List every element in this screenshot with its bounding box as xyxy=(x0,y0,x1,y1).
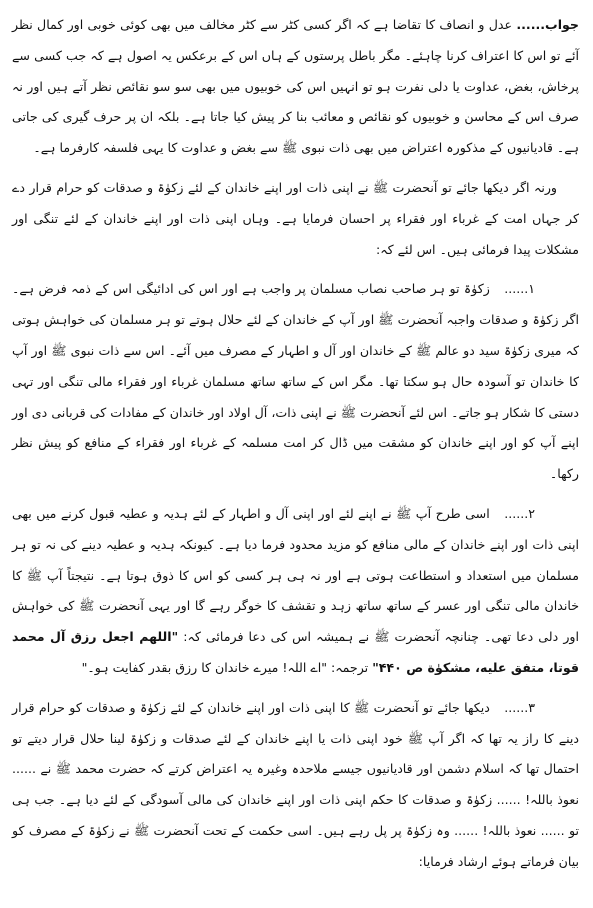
point-three-text: دیکھا جائے تو آنحضرت ﷺ کا اپنی ذات اور اپنے خاندان کے لئے زکوٰۃ و صدقات کو حرام قرار دینے کا راز یہ تھا کہ اگر آپ ﷺ خود اپنی ذات یا اپنے خاندان کے لئے صدقات و زکوٰۃ لینا حلال قرار دیتے تو احتمال تھا کہ اسلام دشمن اور قادیانیوں جیسے ملاحدہ وغیرہ یہ اعتراض کرتے کہ حضرت محمد ﷺ نے ...... نعوذ باللہ! ...... زکوٰۃ و صدقات کا حکم اپنی ذات اور اپنے خاندان کی مالی آسودگی کے لئے دیا ہے۔ جب ہی تو ...... نعوذ باللہ! ...... وہ زکوٰۃ پر پل رہے ہیں۔ اسی حکمت کے تحت آنحضرت ﷺ نے زکوٰۃ کے مصرف کو بیان فرماتے ہوئے ارشاد فرمایا: xyxy=(12,699,579,869)
intro-text: ورنہ اگر دیکھا جائے تو آنحضرت ﷺ نے اپنی ذات اور اپنے خاندان کے لئے زکوٰۃ و صدقات کو حرام قرار دے کر جہاں امت کے غرباء اور فقراء پر احسان فرمایا ہے۔ وہاں اپنی ذات اور اپنے خاندان کے لئے تنگی اور مشکلات پیدا فرمائی ہیں۔ اس لئے کہ: xyxy=(12,179,579,257)
point-two-number: ۲...... xyxy=(504,505,535,521)
point-one-number: ۱...... xyxy=(504,281,535,297)
point-one-paragraph xyxy=(12,274,579,490)
answer-lead: جواب...... xyxy=(516,17,579,32)
hadith-translation: ترجمہ: "اے اللہ! میرے خاندان کا رزق بقدر کفایت ہو۔" xyxy=(81,659,369,675)
answer-text: عدل و انصاف کا تقاضا ہے کہ اگر کسی کٹر سے کٹر مخالف میں بھی کوئی خوبی اور کمال نظر آئے تو اس کا اعتراف کرنا چاہئے۔ مگر باطل پرستوں کے ہاں اس کے برعکس یہ اصول ہے کہ جب کسی سے پرخاش، بغض، عداوت یا دلی نفرت ہو تو انہیں اس کی خوبیوں میں بھی سو سو نقائص نظر آتے ہیں اور نہ صرف اس کے محاسن و خوبیوں کو نقائص و معائب بنا کر پیش کیا جاتا ہے۔ بلکہ ان پر حرف گیری کی جاتی ہے۔ قادیانیوں کے مذکورہ اعتراض میں بھی ذات نبوی ﷺ سے بغض و عداوت کا یہی فلسفہ کارفرما ہے۔ xyxy=(12,17,579,156)
point-three-paragraph xyxy=(12,693,579,878)
point-two-text: اسی طرح آپ ﷺ نے اپنے لئے اور اپنی آل و اطہار کے لئے ہدیہ و عطیہ قبول کرنے میں بھی اپنی ذات اور اپنے خاندان کے مالی منافع کو مزید محدود فرما دیا ہے۔ کیونکہ ہدیہ و عطیہ دینے کی نہ تو ہر مسلمان میں استعداد و استطاعت ہوتی ہے اور نہ ہی ہر کسی کو اس کا ذوق ہوتا ہے۔ نتیجتاً آپ ﷺ کا خاندان مالی تنگی اور عسر کے ساتھ ساتھ زہد و تقشف کا خوگر رہے گا اور یہی آنحضرت ﷺ کی خواہش اور دلی دعا تھی۔ چنانچہ آنحضرت ﷺ نے ہمیشہ اس کی دعا فرمائی کہ: xyxy=(12,505,579,645)
point-two-paragraph xyxy=(12,499,579,684)
intro-paragraph xyxy=(12,173,579,265)
point-one-text: زکوٰۃ تو ہر صاحب نصاب مسلمان پر واجب ہے اور اس کی ادائیگی اس کے ذمہ فرض ہے۔ اگر زکوٰۃ و صدقات واجبہ آنحضرت ﷺ اور آپ کے خاندان کے لئے حلال ہوتے تو ہر مسلمان کی خواہش ہوتی کہ میری زکوٰۃ سید دو عالم ﷺ کے خاندان اور آل و اطہار کے مصرف میں آئے۔ اس سے ذات نبوی ﷺ اور آپ کا خاندان تو آسودہ حال ہو سکتا تھا۔ مگر اس کے ساتھ ساتھ مسلمان غرباء اور فقراء مالی تنگی اور تہی دستی کا شکار ہو جاتے۔ اس لئے آنحضرت ﷺ نے اپنی ذات، آل اولاد اور خاندان کے مفادات کی قربانی دی اور اپنے آپ کو اور اپنے خاندان کو مشقت میں ڈال کر امت مسلمہ کے غرباء اور فقراء کے منافع کو پیش نظر رکھا۔ xyxy=(12,281,579,482)
point-three-number: ۳...... xyxy=(504,699,535,715)
arabic-hadith: "اللهم اجعل رزق آل محمد قوتا، متفق علیه، مشکوٰة ص ۴۴۰" xyxy=(12,629,579,675)
answer-paragraph xyxy=(12,10,579,164)
